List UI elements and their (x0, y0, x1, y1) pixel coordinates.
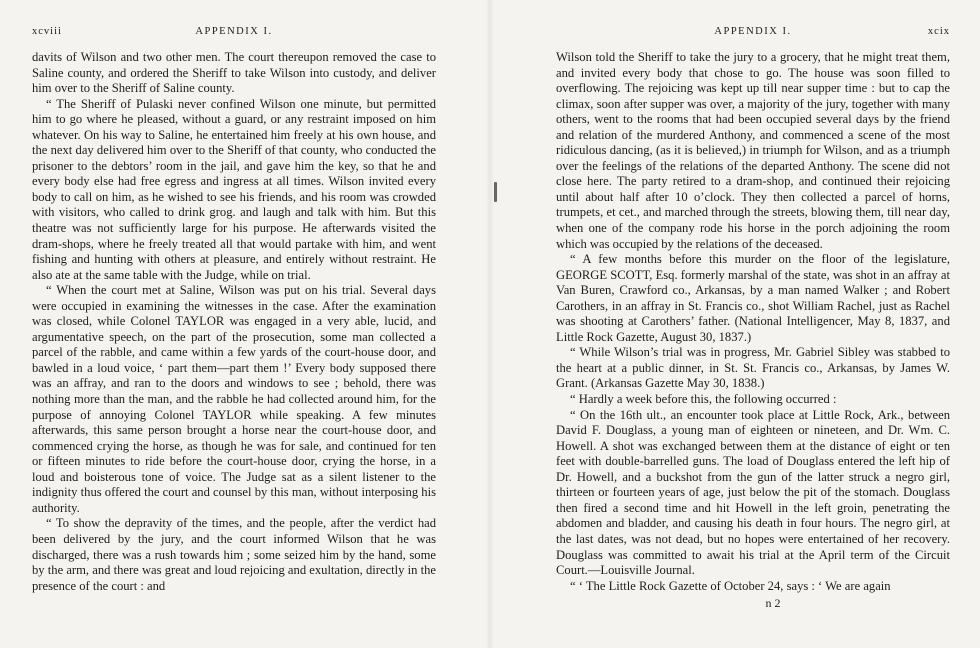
right-page (490, 0, 980, 648)
right-paragraph: “ A few months before this murder on the floor of the legislature, GEORGE SCOTT, Esq. formerly marshal of the state, was shot in an affray at Van Buren, Crawford co., Arkansas, by a man named Walker ; and Robert Carothers, in an affray in St. Francis co., shot William Rachel, just as Rachel was shooting at Carothers’ father. (National Intelligencer, May 8, 1837, and Little Rock Gazette, August 30, 1837.) (556, 252, 950, 344)
left-running-title: APPENDIX I. (195, 26, 273, 37)
right-body-text (556, 50, 950, 594)
left-running-head (32, 26, 436, 40)
right-paragraph: “ Hardly a week before this, the following occurred : (570, 392, 837, 407)
left-page-number: xcviii (32, 26, 62, 37)
left-body-text (32, 50, 436, 594)
left-paragraph: davits of Wilson and two other men. The court thereupon removed the case to Saline county, and ordered the Sheriff to take Wilson into custody, and deliver him over to the Sheriff of Saline county. (32, 50, 436, 96)
left-paragraph: “ When the court met at Saline, Wilson was put on his trial. Several days were occupied in examining the witnesses in the case. After the examination was closed, while Colonel TAYLOR was engaged in a very able, lucid, and argumentative speech, on the part of the prosecution, some man collected a parcel of the rabble, and came within a few yards of the court-house door, and bawled in a loud voice, ‘ part them—part them !’ Every body supposed there was an affray, and ran to the doors and windows to see ; behold, there was nothing more than the man, and the rabble he had collected around him, for the purpose of annoying Colonel TAYLOR while speaking. A few minutes afterwards, this same person brought a horse near the court-house door, and commenced crying the horse, as though he was for sale, and continued for ten or fifteen minutes to ride before the court-house door, crying the horse, in a loud and boisterous tone of voice. The Judge sat as a silent listener to the indignity thus offered the court and counsel by this man, without interposing his authority. (32, 283, 436, 515)
left-paragraph: “ The Sheriff of Pulaski never confined Wilson one minute, but permitted him to go where he pleased, without a guard, or any restraint imposed on him whatever. On his way to Saline, he entertained him freely at his own house, and the next day delivered him over to the Sheriff of that county, who conducted the prisoner to the debtors’ room in the jail, and gave him the key, so that he and every body else had free egress and ingress at all times. Wilson invited every body to call on him, as he wished to see his friends, and his room was crowded with visitors, who called to drink grog. and laugh and talk with him. But this theatre was not sufficiently large for his purpose. He afterwards visited the dram-shops, where he freely treated all that would partake with him, and went fishing and hunting with others at pleasure, and entirely without restraint. He also ate at the same table with the Judge, while on trial. (32, 96, 436, 282)
right-running-head (556, 26, 950, 40)
left-paragraph: “ To show the depravity of the times, and the people, after the verdict had been delivered by the jury, and the court informed Wilson that he was discharged, there was a rush towards him ; some seized him by the hand, some by the arm, and there was great and loud rejoicing and exultation, directly in the presence of the court : and (32, 516, 436, 593)
right-paragraph: “ ‘ The Little Rock Gazette of October 24, says : ‘ We are again (570, 578, 891, 593)
right-paragraph: Wilson told the Sheriff to take the jury to a grocery, that he might treat them, and invited every body that chose to go. The house was soon filled to overflowing. The rejoicing was kept up till near supper time : but to cap the climax, soon after supper was over, a majority of the jury, together with many others, went to the rooms that had been occupied several days by the friend and relation of the murdered Anthony, and commenced a scene of the most ridiculous dancing, (as it is believed,) in triumph for Wilson, and as a triumph over the feelings of the relations of the departed Anthony. The scene did not close here. The party retired to a dram-shop, and continued their rejoicing until about half after 10 o’clock. They then collected a parcel of horns, trumpets, et cet., and marched through the streets, blowing them, till near day, when one of the company rode his horse in the porch adjoining the room which was occupied by the relations of the deceased. (556, 50, 950, 251)
right-paragraph: “ While Wilson’s trial was in progress, Mr. Gabriel Sibley was stabbed to the heart at a public dinner, in St. St. Francis co., Arkansas, by James W. Grant. (Arkansas Gazette May 30, 1838.) (556, 345, 950, 391)
right-page-number: xcix (927, 26, 950, 37)
signature-mark: n 2 (765, 596, 781, 611)
right-paragraph: “ On the 16th ult., an encounter took place at Little Rock, Ark., between David F. Douglass, a young man of eighteen or nineteen, and Dr. Wm. C. Howell. A shot was exchanged between them at the distance of eight or ten feet with double-barrelled guns. The load of Douglass entered the left hip of Dr. Howell, and a buckshot from the gun of the latter struck a negro girl, thirteen or fourteen years of age, just below the pit of the stomach. Douglass then fired a second time and hit Howell in the left groin, penetrating the abdomen and bladder, and causing his death in four hours. The negro girl, at the last dates, was not dead, but no hopes were entertained of her recovery. Douglass was committed to await his trial at the April term of the Circuit Court.—Louisville Journal. (556, 407, 950, 578)
right-running-title: APPENDIX I. (714, 26, 792, 37)
